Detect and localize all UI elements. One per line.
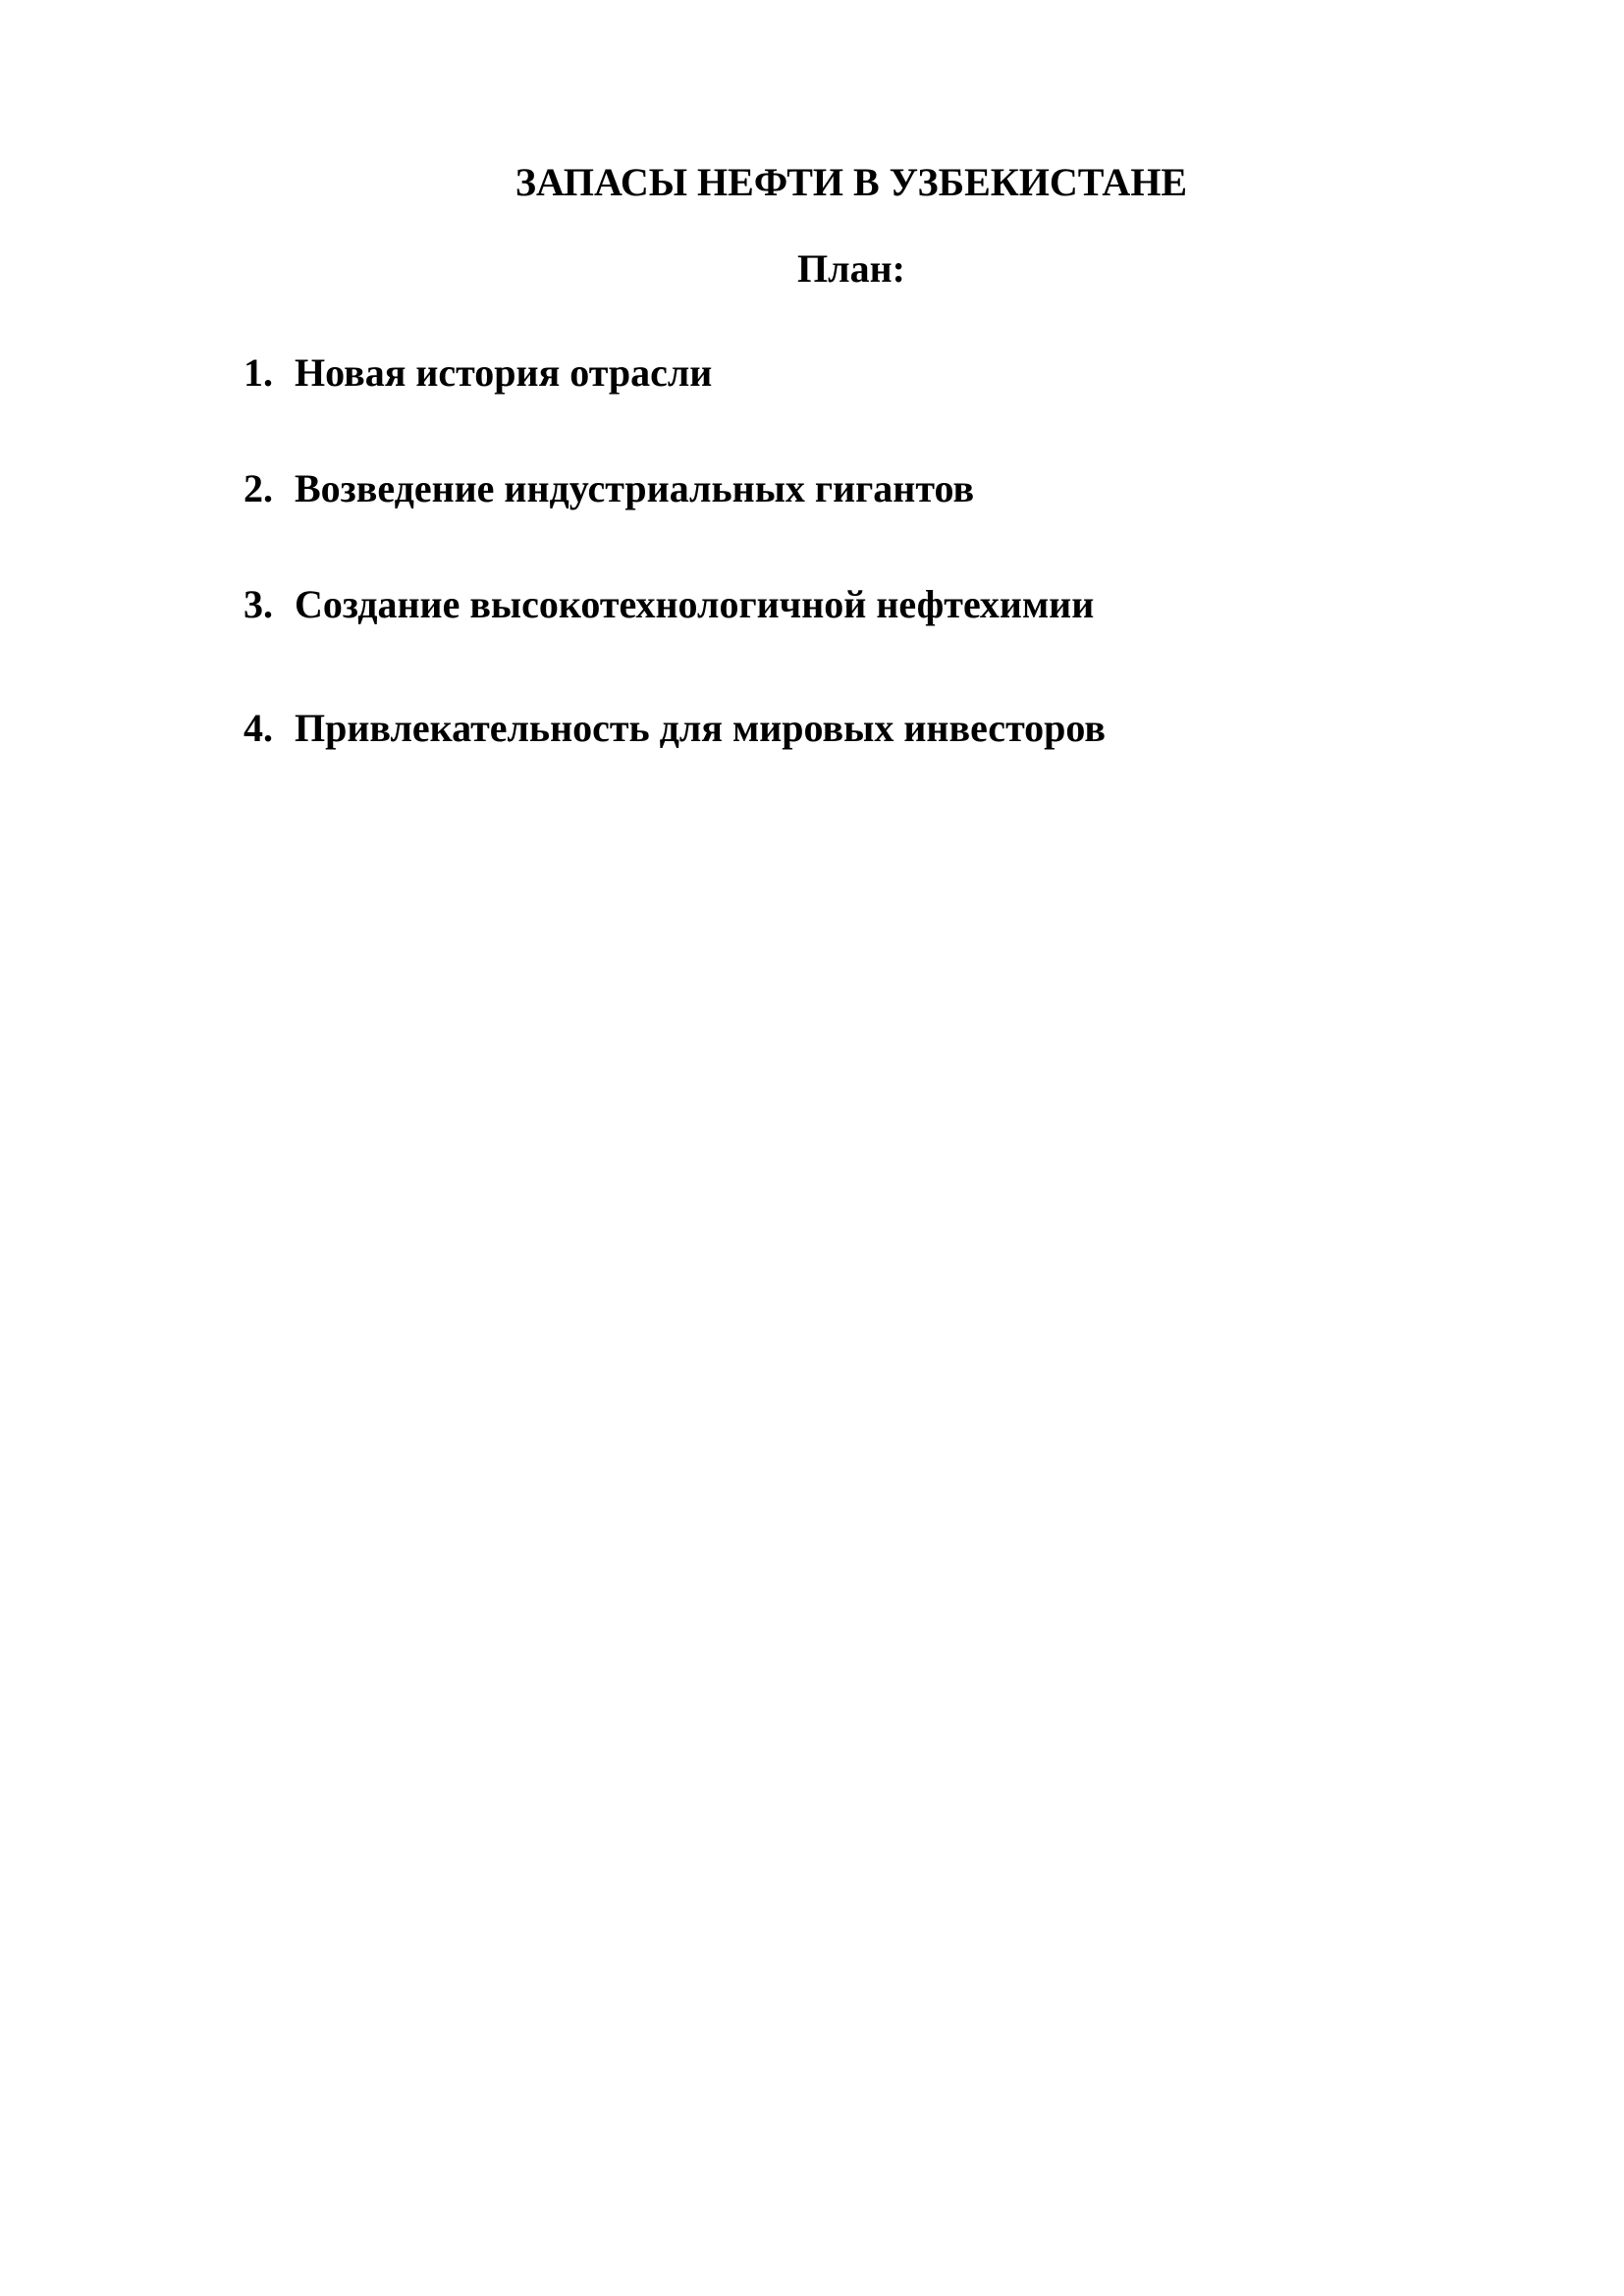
plan-item-text: Привлекательность для мировых инвесторов: [295, 706, 1107, 750]
plan-item-number: 2.: [244, 466, 273, 510]
plan-item-text: Создание высокотехнологичной нефтехимии: [295, 582, 1095, 626]
plan-item: [244, 579, 1094, 630]
plan-item-text: Новая история отрасли: [295, 350, 713, 395]
plan-item-text: Возведение индустриальных гигантов: [295, 466, 975, 510]
plan-item: [244, 703, 1106, 754]
plan-item-number: 3.: [244, 582, 273, 626]
plan-heading: План:: [797, 246, 905, 291]
plan-item: [244, 463, 974, 514]
plan-item-number: 4.: [244, 706, 273, 750]
plan-item-number: 1.: [244, 350, 273, 395]
plan-item: [244, 347, 712, 399]
document-title: ЗАПАСЫ НЕФТИ В УЗБЕКИСТАНЕ: [514, 160, 1188, 204]
